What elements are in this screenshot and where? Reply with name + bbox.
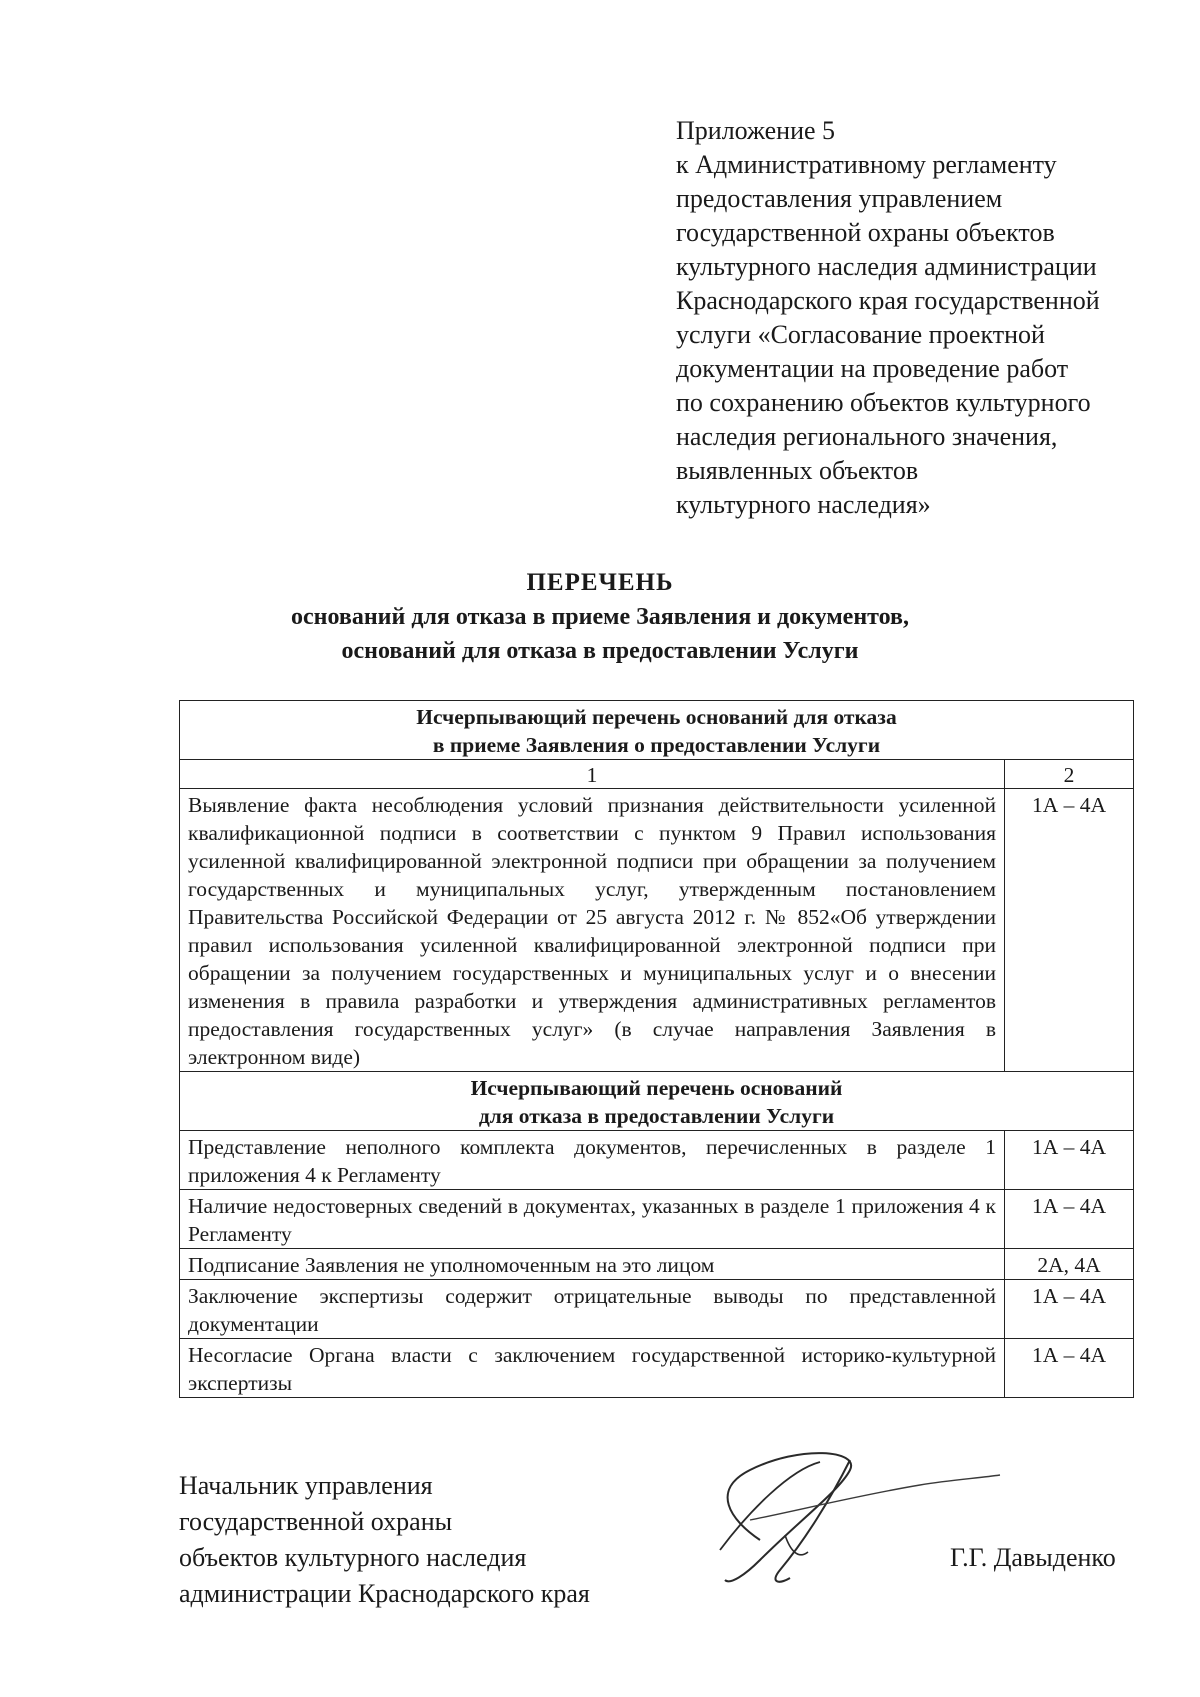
annex-line: по сохранению объектов культурного: [676, 388, 1091, 417]
table-row: [180, 1339, 1134, 1398]
reason-cell: Несогласие Органа власти с заключением государственной историко-культурной экспертизы: [180, 1339, 1005, 1398]
section1-heading: [180, 701, 1134, 760]
annex-line: выявленных объектов: [676, 456, 919, 485]
table-row: [180, 1131, 1134, 1190]
code-cell: 1А – 4А: [1005, 1190, 1134, 1249]
table-row: [180, 1280, 1134, 1339]
reason-cell: Заключение экспертизы содержит отрицательные выводы по представленной документации: [180, 1280, 1005, 1339]
annex-line: Приложение 5: [676, 116, 836, 145]
code-cell: 1А – 4А: [1005, 1131, 1134, 1190]
annex-line: наследия регионального значения,: [676, 422, 1058, 451]
signatory-position: [179, 1468, 590, 1612]
reason-cell: Выявление факта несоблюдения условий признания действительности усиленной квалификационной подписи в соответствии с пунктом 9 Правил использования усиленной квалифицированной электронной подписи при обращении за получением государственных и муниципальных услуг, утвержденным постановлением Правительства Российской Федерации от 25 августа 2012 г. № 852«Об утверждении правил использования усиленной квалифицированной электронной подписи при обращении за получением государственных и муниципальных услуг и о внесении изменения в правила разработки и утверждения административных регламентов предоставления государственных услуг» (в случае направления Заявления в электронном виде): [180, 789, 1005, 1072]
column-number: 2: [1005, 760, 1134, 789]
section-heading-line: для отказа в предоставлении Услуги: [478, 1104, 835, 1128]
annex-header: [676, 114, 1146, 522]
annex-line: к Административному регламенту: [676, 150, 1057, 179]
code-cell: 1А – 4А: [1005, 789, 1134, 1072]
annex-line: документации на проведение работ: [676, 354, 1069, 383]
section-heading-line: Исчерпывающий перечень оснований: [470, 1076, 843, 1100]
section-heading-line: в приеме Заявления о предоставлении Услуги: [432, 733, 881, 757]
column-number: 1: [180, 760, 1005, 789]
section-heading-line: Исчерпывающий перечень оснований для отказа: [416, 705, 897, 729]
section2-heading: [180, 1072, 1134, 1131]
signatory-position-line: объектов культурного наследия: [179, 1543, 527, 1572]
annex-line: культурного наследия администрации: [676, 252, 1097, 281]
title-main: ПЕРЕЧЕНЬ: [526, 569, 674, 596]
code-cell: 1А – 4А: [1005, 1339, 1134, 1398]
annex-line: услуги «Согласование проектной: [676, 320, 1045, 349]
table-row: [180, 1190, 1134, 1249]
signatory-position-line: Начальник управления: [179, 1471, 433, 1500]
title-subtitle-line: оснований для отказа в приеме Заявления и документов,: [291, 604, 909, 630]
annex-line: культурного наследия»: [676, 490, 931, 519]
code-cell: 2А, 4А: [1005, 1249, 1134, 1280]
code-cell: 1А – 4А: [1005, 1280, 1134, 1339]
title-subtitle-line: оснований для отказа в предоставлении Услуги: [341, 638, 859, 664]
section-heading-row: [180, 701, 1134, 760]
grounds-table: [179, 700, 1134, 1398]
annex-line: государственной охраны объектов: [676, 218, 1055, 247]
reason-cell: Наличие недостоверных сведений в документах, указанных в разделе 1 приложения 4 к Регламенту: [180, 1190, 1005, 1249]
section-heading-row: [180, 1072, 1134, 1131]
document-title: [0, 566, 1200, 668]
table-row: [180, 789, 1134, 1072]
signatory-position-line: государственной охраны: [179, 1507, 453, 1536]
annex-line: Краснодарского края государственной: [676, 286, 1100, 315]
reason-cell: Представление неполного комплекта документов, перечисленных в разделе 1 приложения 4 к Регламенту: [180, 1131, 1005, 1190]
table-row: [180, 1249, 1134, 1280]
signatory-position-line: администрации Краснодарского края: [179, 1579, 590, 1608]
signatory-name: Г.Г. Давыденко: [950, 1543, 1116, 1572]
reason-cell: Подписание Заявления не уполномоченным на это лицом: [180, 1249, 1005, 1280]
annex-line: предоставления управлением: [676, 184, 1003, 213]
column-number-row: [180, 760, 1134, 789]
